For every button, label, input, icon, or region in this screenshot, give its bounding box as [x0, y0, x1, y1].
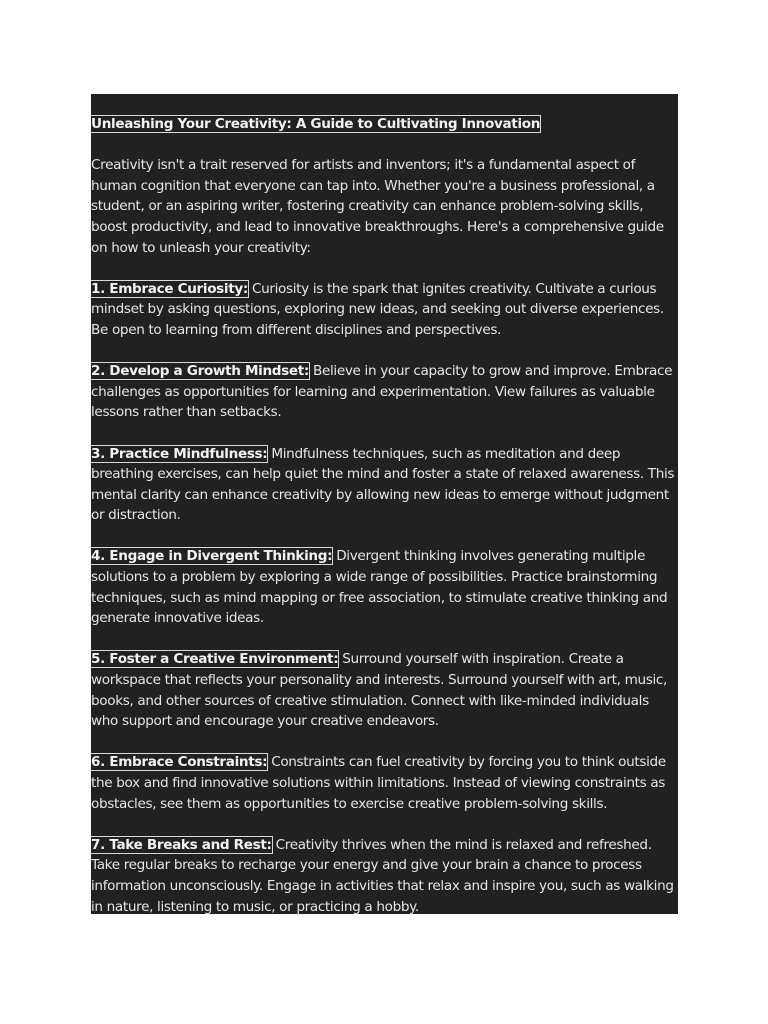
section-2-body: Believe in your capacity to grow and improve. Embrace challenges as opportunities for learning and experimentation. View failures as valuable lessons rather than setbacks. [91, 363, 673, 421]
section-7-body: Creativity thrives when the mind is relaxed and refreshed. Take regular breaks to recharge your energy and give your brain a chance to process information unconsciously. Engage in activities that relax and inspire you, such as walking in nature, listening to music, or practicing a hobby. [91, 836, 674, 914]
intro-paragraph: Creativity isn't a trait reserved for artists and inventors; it's a fundamental aspect of human cognition that everyone can tap into. Whether you're a business professional, a student, or an aspiring writer, fostering creativity can enhance problem-solving skills, boost productivity, and lead to innovative breakthroughs. Here's a comprehensive guide on how to unleash your creativity: [91, 157, 664, 256]
section-5-heading: 5. Foster a Creative Environment: [91, 651, 339, 668]
section-2 [91, 361, 678, 423]
section-3-heading: 3. Practice Mindfulness: [91, 445, 268, 462]
document-panel [91, 94, 678, 914]
section-1 [91, 279, 678, 341]
section-4-heading: 4. Engage in Divergent Thinking: [91, 548, 333, 565]
section-6-heading: 6. Embrace Constraints: [91, 754, 268, 771]
document-title-paragraph [91, 114, 678, 135]
document-title: Unleashing Your Creativity: A Guide to Cultivating Innovation [91, 116, 541, 132]
section-5 [91, 649, 678, 731]
section-6 [91, 752, 678, 814]
section-2-heading: 2. Develop a Growth Mindset: [91, 363, 310, 380]
section-1-heading: 1. Embrace Curiosity: [91, 280, 248, 297]
section-4 [91, 546, 678, 628]
section-3 [91, 444, 678, 526]
section-3-body: Mindfulness techniques, such as meditation and deep breathing exercises, can help quiet the mind and foster a state of relaxed awareness. This mental clarity can enhance creativity by allowing new ideas to emerge without judgment or distraction. [91, 445, 675, 524]
section-6-body: Constraints can fuel creativity by forcing you to think outside the box and find innovative solutions within limitations. Instead of viewing constraints as obstacles, see them as opportunities to exercise creative problem-solving skills. [91, 754, 666, 812]
section-1-body: Curiosity is the spark that ignites creativity. Cultivate a curious mindset by asking questions, exploring new ideas, and seeking out diverse experiences. Be open to learning from different disciplines and perspectives. [91, 280, 664, 338]
section-4-body: Divergent thinking involves generating multiple solutions to a problem by exploring a wide range of possibilities. Practice brainstorming techniques, such as mind mapping or free association, to stimulate creative thinking and generate innovative ideas. [91, 548, 668, 627]
section-5-body: Surround yourself with inspiration. Create a workspace that reflects your personality and interests. Surround yourself with art, music, books, and other sources of creative stimulation. Connect with like-minded individuals who support and encourage your creative endeavors. [91, 651, 667, 730]
document-content [91, 114, 678, 914]
section-7-heading: 7. Take Breaks and Rest: [91, 836, 272, 853]
section-7 [91, 835, 678, 914]
